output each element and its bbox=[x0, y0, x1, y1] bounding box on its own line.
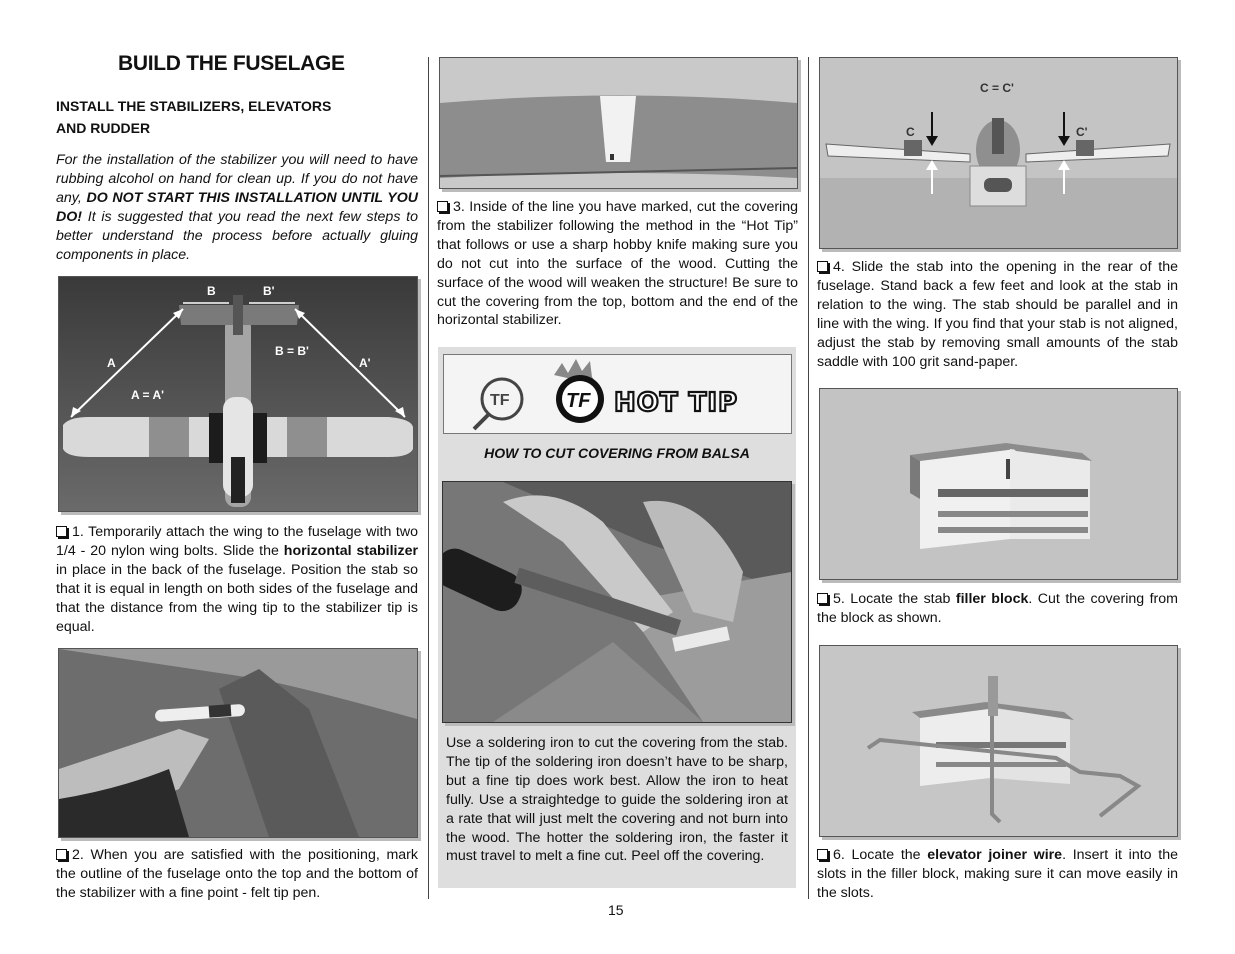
step-5-text-2: . Cut the covering from the block as shown. bbox=[817, 591, 1178, 626]
section-subtitle bbox=[56, 95, 331, 139]
intro-text-1: For the installation of the stabilizer you will need to have rubbing alcohol on hand for clean up. If you do not have any, bbox=[56, 152, 418, 206]
photo-marking-stab bbox=[58, 648, 418, 838]
step-1 bbox=[56, 523, 418, 636]
step-1-text-2: in place in the back of the fuselage. Position the stab so that it is equal in length on both sides of the fuselage and that the distance from the wing tip to the stabilizer tip is equal. bbox=[56, 561, 418, 635]
label-c-equals: C = C' bbox=[980, 81, 1014, 95]
label-b-equals: B = B' bbox=[275, 344, 309, 358]
step-2 bbox=[56, 846, 418, 903]
step-4-checkbox[interactable] bbox=[817, 261, 828, 272]
step-5-bold: filler block bbox=[955, 591, 1029, 607]
section-subtitle-line1: INSTALL THE STABILIZERS, ELEVATORS bbox=[56, 98, 332, 114]
step-2-checkbox[interactable] bbox=[56, 849, 67, 860]
step-1-bold: horizontal stabilizer bbox=[283, 542, 418, 559]
photo-wing-stab-alignment bbox=[58, 276, 418, 512]
photo-joiner-wire bbox=[819, 645, 1178, 837]
label-a-prime: A' bbox=[359, 356, 371, 370]
step-3-text: 3. Inside of the line you have marked, cut the covering from the stabilizer following the method in the “Hot Tip” that follows or use a sharp hobby knife making sure you do not cut into the surface of the wood. Cutting the surface of the wood will weaken the structure! Be sure to cut the covering from the top, bottom and the end of the horizontal stabilizer. bbox=[437, 199, 798, 329]
photo-filler-block bbox=[819, 388, 1178, 580]
label-b: B bbox=[207, 284, 216, 298]
intro-paragraph bbox=[56, 151, 418, 264]
step-6-text-2: . Insert it into the slots in the filler block, making sure it can move easily in the slots. bbox=[817, 847, 1178, 901]
step-4 bbox=[817, 258, 1178, 371]
step-3-checkbox[interactable] bbox=[437, 201, 448, 212]
step-6-checkbox[interactable] bbox=[817, 849, 828, 860]
step-1-text-1: 1. Temporarily attach the wing to the fuselage with two 1/4 - 20 nylon wing bolts. Slide the bbox=[56, 524, 418, 559]
page-title: BUILD THE FUSELAGE bbox=[118, 52, 345, 75]
page-number: 15 bbox=[608, 902, 624, 918]
photo-soldering-iron bbox=[442, 481, 792, 723]
step-6 bbox=[817, 846, 1178, 903]
hot-tip-box bbox=[438, 347, 796, 888]
step-4-text: 4. Slide the stab into the opening in the rear of the fuselage. Stand back a few feet and look at the stab in relation to the wing. The stab should be parallel and in line with the wing. If you find that your stab is not aligned, adjust the stab by removing small amounts of the stab saddle with 100 grit sand-paper. bbox=[817, 259, 1178, 370]
hot-tip-logo-icon bbox=[444, 355, 791, 433]
step-3 bbox=[437, 198, 798, 330]
label-c: C bbox=[906, 125, 915, 139]
step-5 bbox=[817, 590, 1178, 628]
column-divider-left bbox=[428, 57, 429, 899]
photo-stabilizer-marked bbox=[439, 57, 798, 189]
step-6-text-1: 6. Locate the bbox=[833, 847, 928, 863]
section-subtitle-line2: AND RUDDER bbox=[56, 120, 151, 136]
step-2-text: 2. When you are satisfied with the positioning, mark the outline of the fuselage onto the top and the bottom of the stabilizer with a fine point - felt tip pen. bbox=[56, 847, 418, 901]
hot-tip-logo-panel bbox=[443, 354, 792, 434]
label-a-equals: A = A' bbox=[131, 388, 164, 402]
hot-tip-heading: HOW TO CUT COVERING FROM BALSA bbox=[484, 445, 750, 461]
svg-text:TF: TF bbox=[490, 392, 510, 409]
hot-tip-logo-text: HOT TIP bbox=[614, 388, 739, 418]
svg-text:TF: TF bbox=[566, 390, 591, 412]
step-1-checkbox[interactable] bbox=[56, 526, 67, 537]
step-6-bold: elevator joiner wire bbox=[927, 847, 1063, 863]
intro-text-2: It is suggested that you read the next few steps to better understand the process before actually gluing components in place. bbox=[56, 208, 418, 263]
column-divider-right bbox=[808, 57, 809, 899]
hot-tip-body: Use a soldering iron to cut the covering from the stab. The tip of the soldering iron doesn’t have to be sharp, but a fine tip does work best. Allow the iron to heat fully. Use a straightedge to guide the soldering iron at a rate that will just melt the covering and not burn into the wood. The hotter the soldering iron, the faster it must travel to melt a fine cut. Peel off the covering. bbox=[446, 735, 788, 865]
photo-stab-parallel-check bbox=[819, 57, 1178, 249]
step-5-text-1: 5. Locate the stab bbox=[833, 591, 956, 607]
intro-warning: DO NOT START THIS INSTALLATION UNTIL YOU DO! bbox=[56, 189, 418, 225]
label-c-prime: C' bbox=[1076, 125, 1088, 139]
step-5-checkbox[interactable] bbox=[817, 593, 828, 604]
label-a: A bbox=[107, 356, 116, 370]
label-b-prime: B' bbox=[263, 284, 275, 298]
